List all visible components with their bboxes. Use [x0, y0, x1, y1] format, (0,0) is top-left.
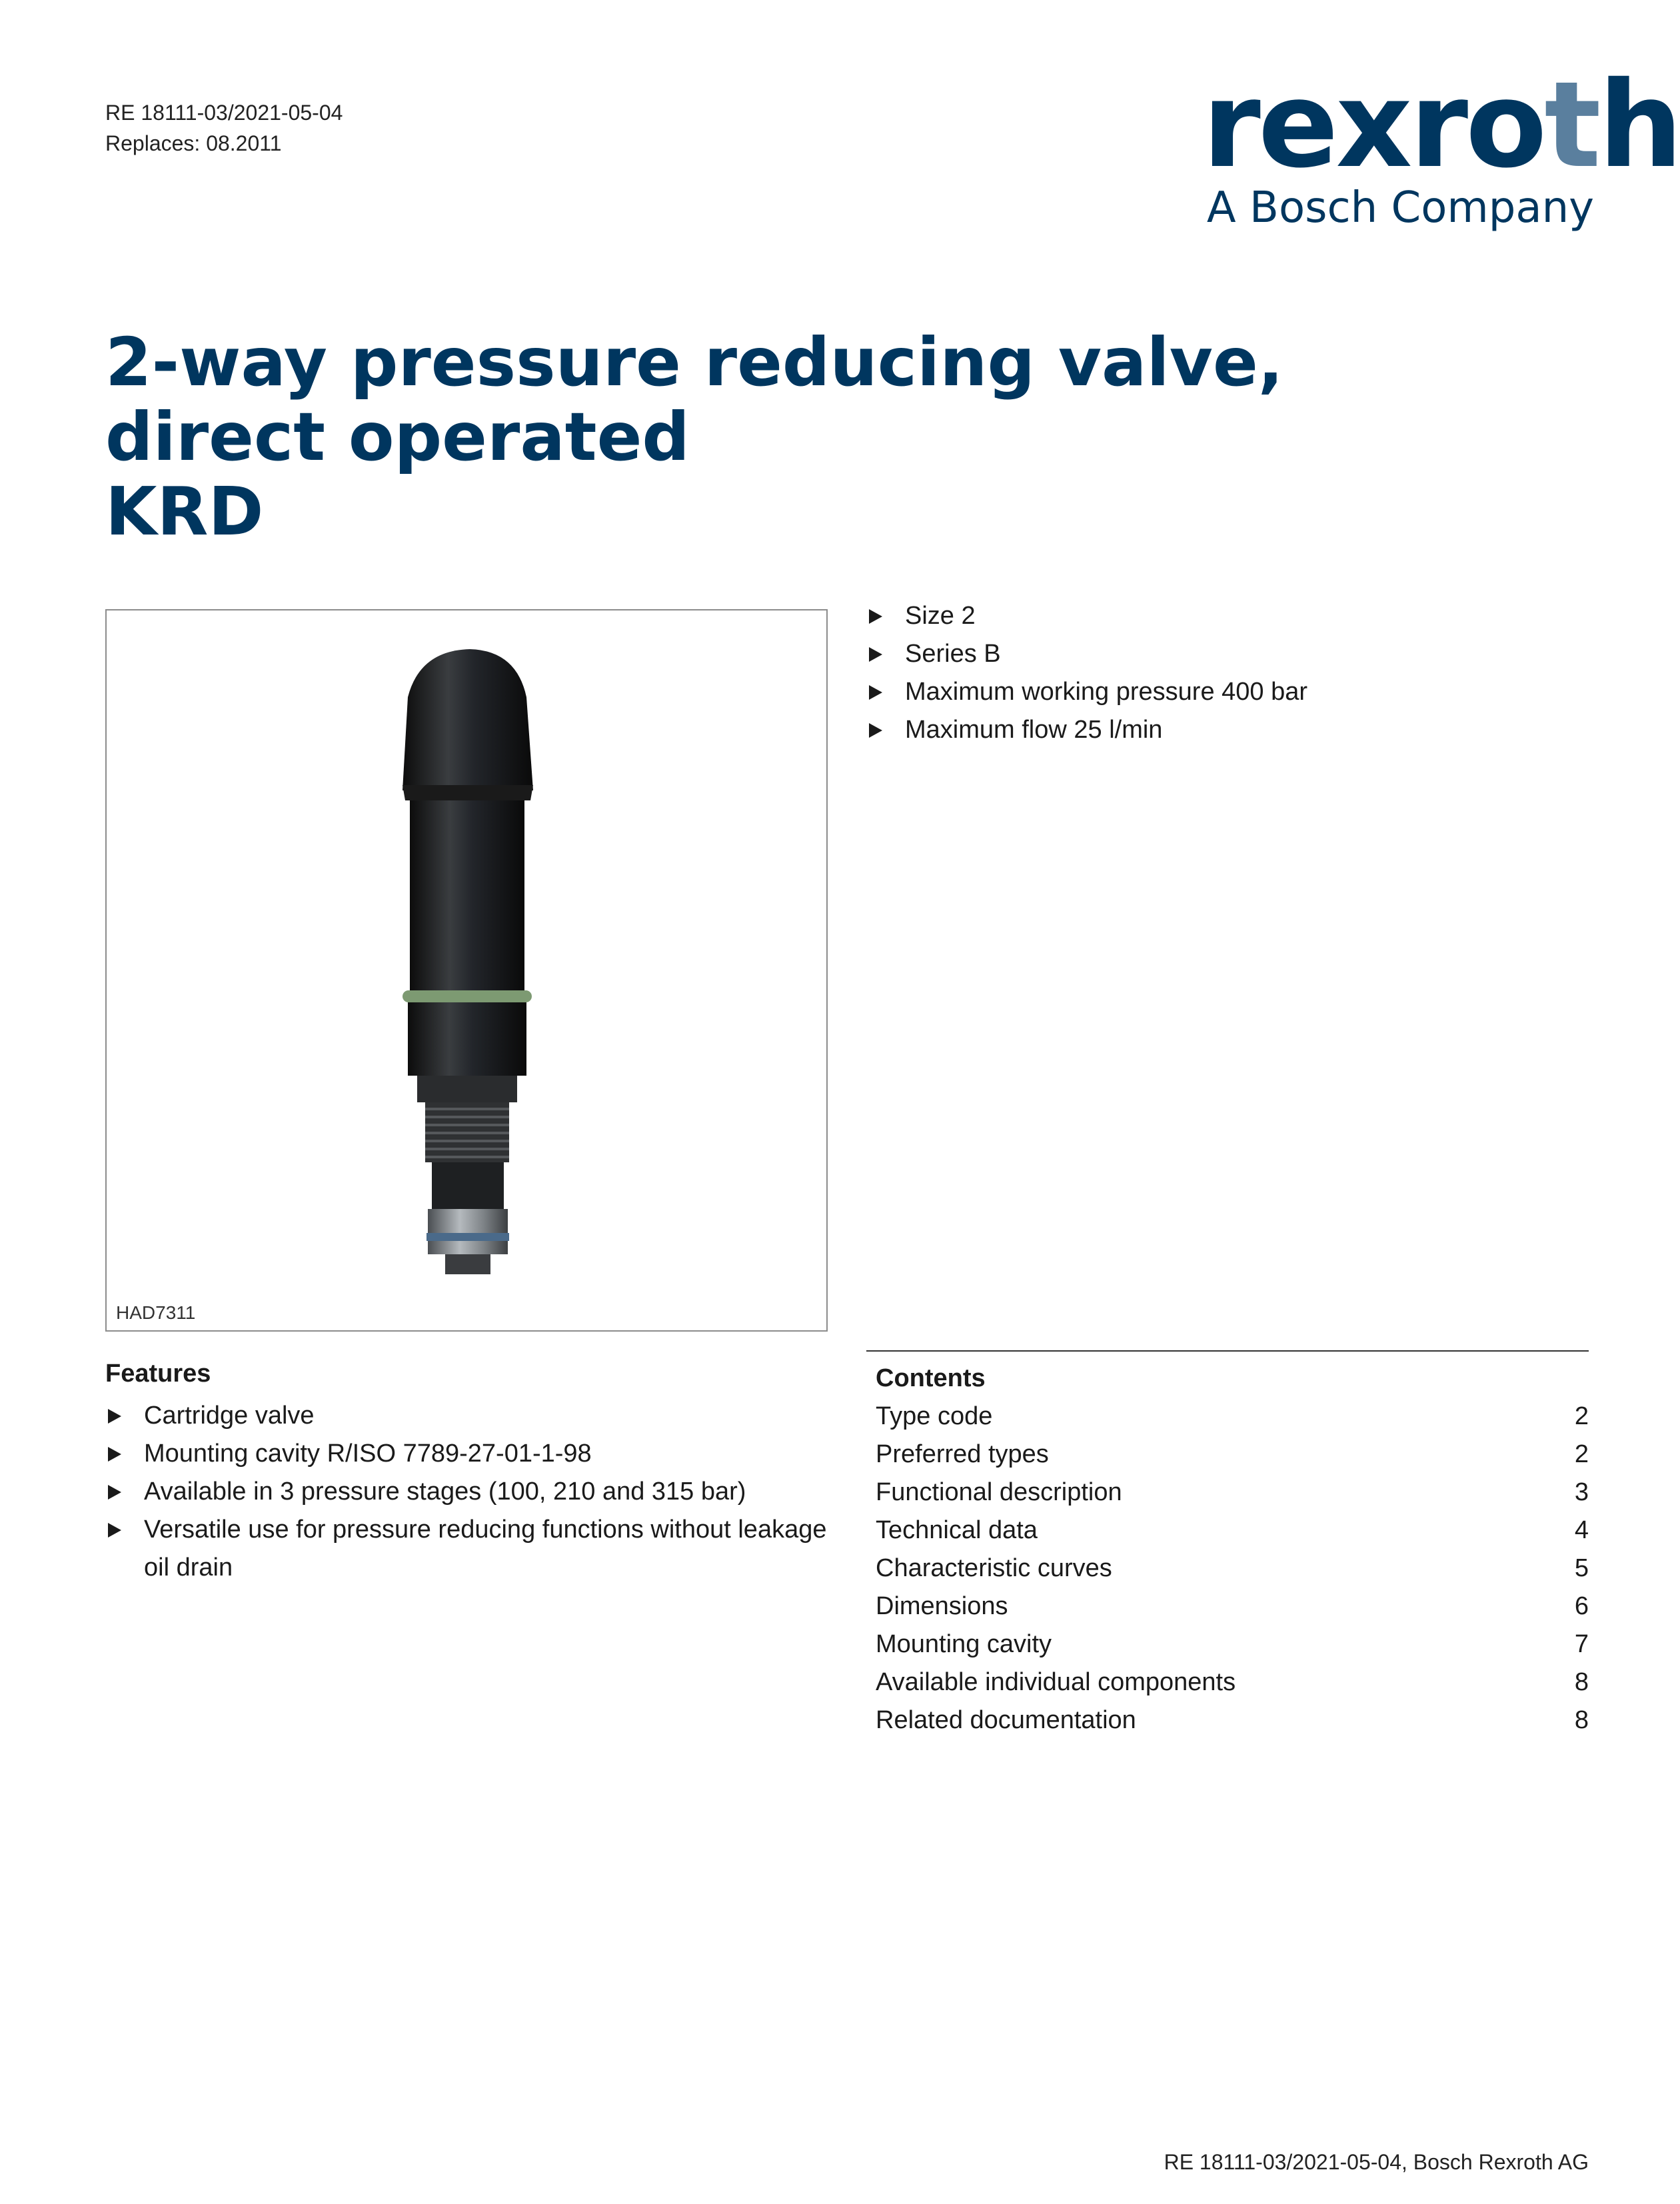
feature-item: Versatile use for pressure reducing functions without leakage oil drain: [105, 1511, 838, 1587]
title-line-3: KRD: [105, 473, 264, 551]
rexroth-logo: [1202, 56, 1680, 233]
thread: [425, 1102, 509, 1162]
spec-item: Size 2: [866, 597, 1599, 635]
document-meta: [105, 97, 343, 159]
contents-divider: [866, 1350, 1589, 1352]
spec-item: Maximum working pressure 400 bar: [866, 673, 1599, 711]
page-title: [105, 325, 1371, 549]
logo-tagline: A Bosch Company: [1206, 183, 1594, 233]
toc-entry[interactable]: Related documentation 8: [876, 1706, 1589, 1734]
page-footer: RE 18111-03/2021-05-04, Bosch Rexroth AG: [1164, 2150, 1589, 2174]
toc-entry[interactable]: Characteristic curves 5: [876, 1554, 1589, 1582]
features-list: [105, 1397, 838, 1587]
toc-entry[interactable]: Technical data 4: [876, 1516, 1589, 1544]
features-heading: Features: [105, 1360, 211, 1388]
spec-list: [866, 597, 1599, 749]
toc-entry[interactable]: Available individual components 8: [876, 1668, 1589, 1696]
feature-item: Available in 3 pressure stages (100, 210 and 315 bar): [105, 1473, 838, 1511]
toc-entry[interactable]: Dimensions 6: [876, 1592, 1589, 1620]
replaces-note: Replaces: 08.2011: [105, 131, 282, 155]
logo-wordmark: rexroth: [1202, 56, 1680, 194]
spec-item: Maximum flow 25 l/min: [866, 711, 1599, 749]
spec-item: Series B: [866, 635, 1599, 673]
contents-heading: Contents: [876, 1364, 986, 1392]
title-line-1: 2-way pressure reducing valve,: [105, 323, 1283, 401]
image-id: HAD7311: [116, 1302, 196, 1323]
table-of-contents: [876, 1360, 1589, 1739]
toc-entry[interactable]: Mounting cavity 7: [876, 1630, 1589, 1658]
toc-entry[interactable]: Functional description 3: [876, 1478, 1589, 1506]
title-line-2: direct operated: [105, 398, 690, 476]
toc-entry[interactable]: Type code 2: [876, 1402, 1589, 1430]
valve-illustration: [107, 610, 826, 1330]
product-photo: [105, 609, 828, 1332]
feature-item: Cartridge valve: [105, 1397, 838, 1435]
toc-entry[interactable]: Preferred types 2: [876, 1440, 1589, 1468]
feature-item: Mounting cavity R/ISO 7789-27-01-1-98: [105, 1435, 838, 1473]
document-number: RE 18111-03/2021-05-04: [105, 101, 343, 125]
